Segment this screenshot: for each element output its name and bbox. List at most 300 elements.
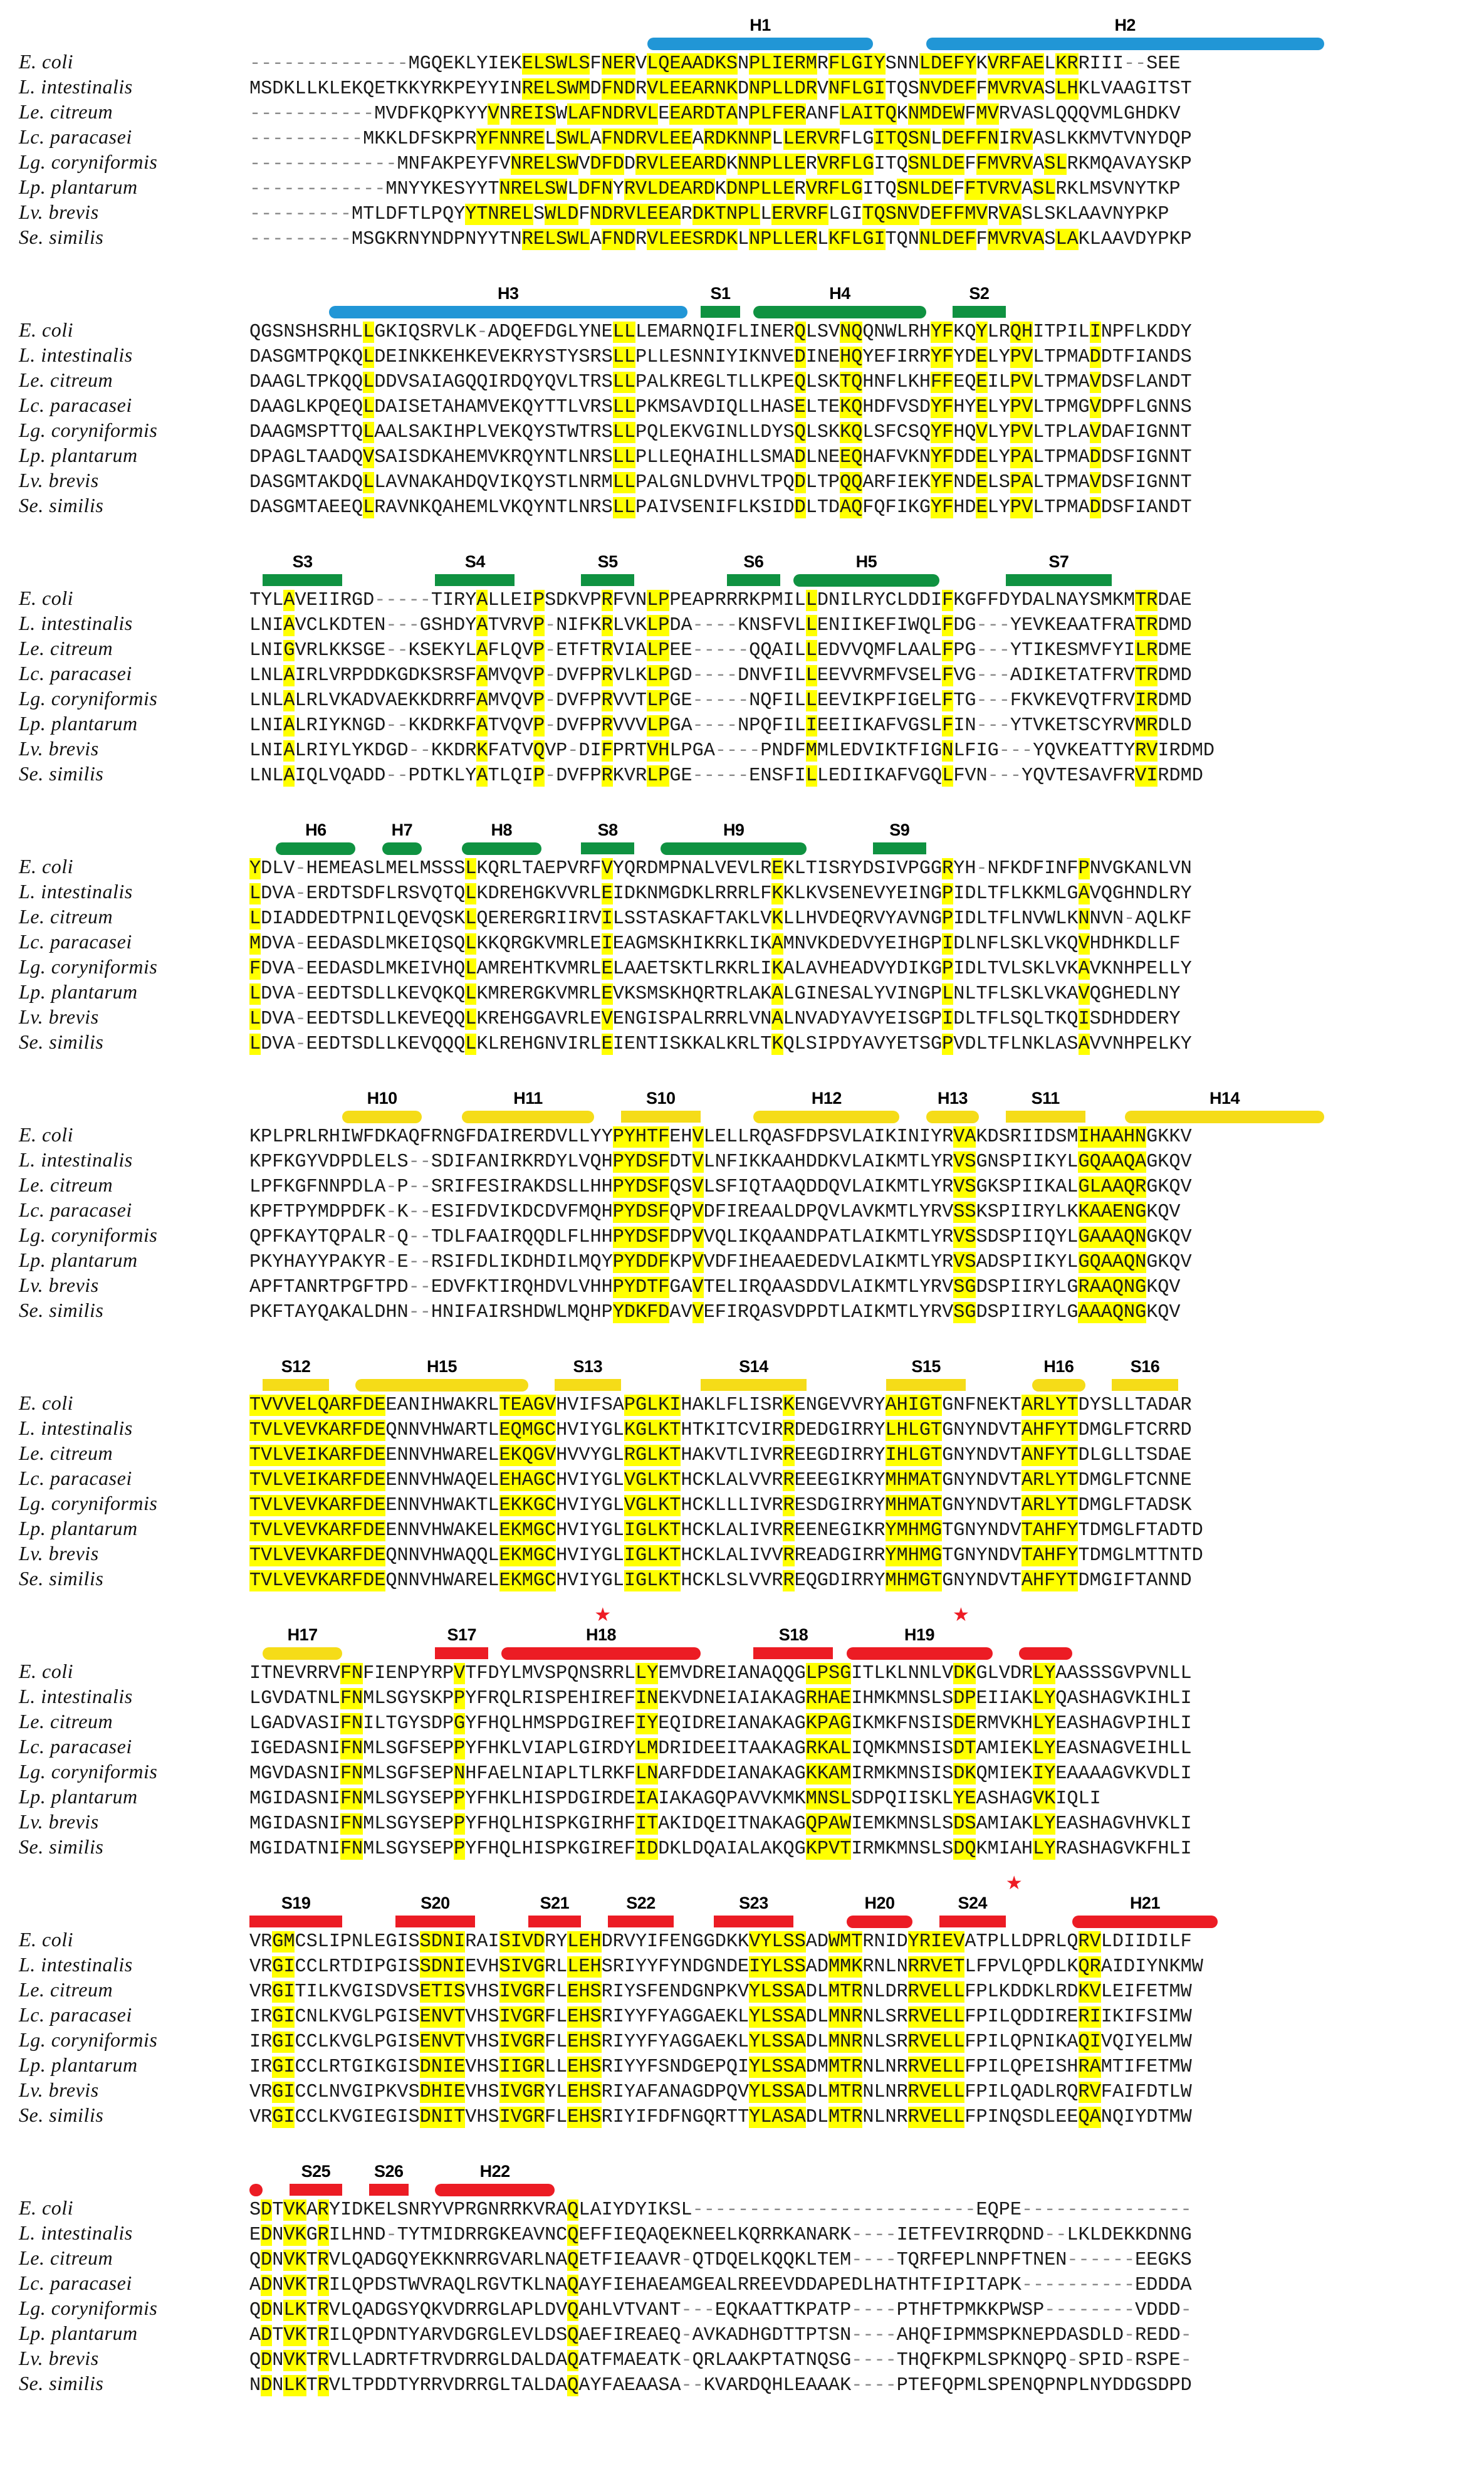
alignment-row bbox=[0, 1299, 1484, 1324]
catalytic-residue-star-icon: ★ bbox=[594, 1605, 612, 1625]
alignment-block bbox=[0, 1873, 1484, 2129]
sequence-text: -----------MVDFKQPKYYVNREISWLAFNDRVLEEARDTANPLFERANFLAITQKNMDEWFMVRVASLQQQVMLGHDKV bbox=[249, 103, 1181, 125]
strand-arrow-body bbox=[714, 1917, 783, 1926]
helix-element-H6 bbox=[276, 820, 355, 855]
sequence-text: PKFTAYQAKALDHN--HNIFAIRSHDWLMQHPYDKFDAVVEFIRQASVDPDTLAIKMTLYRVSGDSPIIRYLGAAAQNGKQV bbox=[249, 1302, 1181, 1323]
strand-element-S6 bbox=[727, 552, 780, 587]
structure-label: S13 bbox=[573, 1357, 603, 1376]
sequence-text: TYLAVEIIRGD-----TIRYALLEIPSDKVPRFVNLPPEAPRRRKPMILLDNILRYCLDDIFKGFFDYDALNAYSMKMTRDAE bbox=[249, 590, 1192, 611]
sequence-text: FDVA-EEDASDLMKEIVHQLAMREHTKVMRLELAAETSKTLRKRLIKALAVHEADVYDIKGPIDLTVLSKLVKAVKNHPELLY bbox=[249, 958, 1192, 980]
organism-name: Le. citreum bbox=[19, 100, 113, 123]
alignment-rows bbox=[0, 50, 1484, 251]
organism-name: Lc. paracasei bbox=[19, 930, 132, 953]
sequence-text: MGIDATNIFNMLSGYSEPPYFHQLHISPKGIREFIDDKLDQAIALAKQGKPVTIRMKMNSLSDQKMIAHLYRASHAGVKFHLI bbox=[249, 1838, 1192, 1860]
structure-label: H21 bbox=[1129, 1894, 1160, 1912]
strand-arrow-body bbox=[581, 844, 624, 852]
alignment-row bbox=[0, 2221, 1484, 2246]
strand-arrow-head bbox=[729, 306, 740, 317]
strand-arrow-head bbox=[1100, 574, 1112, 585]
strand-element-S19 bbox=[249, 1894, 342, 1928]
strand-arrow-body bbox=[249, 1917, 332, 1926]
helix-element-x5 bbox=[1019, 1632, 1072, 1660]
sequence-text: TVLVEVKARFDEENNVHWAKELEKMGCHVIYGLIGLKTHCKLALIVRREENEGIKRYMHMGTGNYNDVTAHFYTDMGLFTADTD bbox=[249, 1520, 1203, 1541]
sequence-text: VRGICCLKVGIEGISDNITVHSIVGRFLEHSRIYIFDFNGQRTTYLASADLMTRNLNRRVELLFPINQSDLEEQANQIYDTMW bbox=[249, 2107, 1192, 2128]
sequence-text: QDNVKTRVLQADGQYEKKNRRGVARLNAQETFIEAAVR-QTDQELKQQKLTEM----TQRFEPLNNPFTNEN------EEGKS bbox=[249, 2250, 1192, 2271]
structure-label: S1 bbox=[710, 284, 731, 303]
structure-label: S12 bbox=[281, 1357, 311, 1376]
sequence-text: -------------MNFAKPEYFVNRELSWVDFDDRVLEEARDKNNPLLERVRFLGITQSNLDEFFMVRVASLRKMQAVAYSKP bbox=[249, 154, 1192, 175]
organism-name: Lp. plantarum bbox=[19, 2053, 138, 2076]
strand-arrow-body bbox=[395, 1917, 464, 1926]
structure-label: S16 bbox=[1130, 1357, 1160, 1376]
alignment-row bbox=[0, 1417, 1484, 1442]
sequence-text: IRGICNLKVGLPGISENVTVHSIVGRFLEHSRIYYFYAGGAEKLYLSSADLMNRNLSRRVELLFPILQDDIRERIIKIFSIMW bbox=[249, 2006, 1192, 2028]
helix-bar bbox=[661, 842, 807, 855]
alignment-row bbox=[0, 1928, 1484, 1953]
sequence-text: LDVA-EEDTSDLLKEVEQQLKREHGGAVRLEVENGISPALRRRLVNALNVADYAVYEISGPIDLTFLSQLTKQISDHDDERY bbox=[249, 1009, 1181, 1030]
sequence-text: LPFKGFNNPDLA-P--SRIFESIRAKDSLLHHPYDSFQSVLSFIQTAAQDDQVLAIKMTLYRVSGKSPIIKALGLAAQRGKQV bbox=[249, 1177, 1192, 1198]
sequence-text: LDVA-ERDTSDFLRSVQTQLKDREHGKVVRLEIDKNMGDKLRRRLFKKLKVSENEVYEINGPIDLTFLKKMLGAVQGHNDLRY bbox=[249, 883, 1192, 904]
alignment-row bbox=[0, 1005, 1484, 1030]
helix-element-H22 bbox=[435, 2162, 555, 2196]
organism-name: Lv. brevis bbox=[19, 1005, 99, 1028]
alignment-row bbox=[0, 1567, 1484, 1592]
strand-arrow bbox=[435, 1647, 488, 1659]
organism-name: Lg. coryniformis bbox=[19, 2297, 158, 2319]
strand-arrow bbox=[369, 2184, 409, 2196]
alignment-rows bbox=[0, 587, 1484, 787]
sequence-text: TVLVEVKARFDEENNVHWAKTLEKKGCHVIYGLVGLKTHCKLLLIVRRESDGIRRYMHMATGNYNDVTARLYTDMGLFTADSK bbox=[249, 1495, 1192, 1516]
organism-name: Lv. brevis bbox=[19, 2347, 99, 2369]
strand-arrow-body bbox=[701, 308, 730, 316]
organism-name: E. coli bbox=[19, 1928, 74, 1951]
sequence-text: MDVA-EEDASDLMKEIQSQLKKQRGKVMRLEIEAGMSKHIKRKLIKAMNVKDEDVYEIHGPIDLNFLSKLVKQVHDHKDLLF bbox=[249, 933, 1181, 955]
alignment-row bbox=[0, 2372, 1484, 2397]
catalytic-residue-star-icon: ★ bbox=[1005, 1873, 1023, 1894]
secondary-structure-track bbox=[249, 11, 1478, 50]
sequence-text: TVLVEVKARFDEQNNVHWAQQLEKMGCHVIYGLIGLKTHCKLALIVVRREADGIRRYMHMGTGNYNDVTAHFYTDMGLMTTNTD bbox=[249, 1545, 1203, 1566]
strand-element-S5 bbox=[581, 552, 634, 587]
sequence-text: QDNLKTRVLQADGSYQKVDRRGLAPLDVQAHLVTVANT---EQKAATTKPATP----PTHFTPMKKPWSP--------VDDD- bbox=[249, 2300, 1192, 2321]
alignment-row bbox=[0, 2322, 1484, 2347]
strand-arrow bbox=[1006, 574, 1112, 586]
strand-arrow bbox=[1006, 1111, 1085, 1123]
strand-element-S9 bbox=[873, 820, 926, 855]
organism-name: Le. citreum bbox=[19, 2246, 113, 2269]
organism-name: Se. similis bbox=[19, 762, 104, 785]
strand-arrow-head bbox=[1074, 1111, 1085, 1122]
strand-element-S2 bbox=[953, 284, 1006, 318]
strand-element-S10 bbox=[621, 1089, 701, 1123]
organism-name: E. coli bbox=[19, 1392, 74, 1414]
organism-name: Lg. coryniformis bbox=[19, 2028, 158, 2051]
organism-name: Lv. brevis bbox=[19, 1274, 99, 1296]
structure-label: H7 bbox=[391, 820, 413, 839]
organism-name: Lp. plantarum bbox=[19, 712, 138, 735]
sequence-text: KPFTPYMDPDFK-K--ESIFDVIKDCDVFMQHPYDSFQPVDFIREAALDPQVLAVKMTLYRVSSKSPIIRYLKKAAENGKQV bbox=[249, 1202, 1181, 1223]
helix-bar bbox=[847, 1647, 993, 1660]
alignment-row bbox=[0, 1123, 1484, 1148]
alignment-row bbox=[0, 1392, 1484, 1417]
structure-label: S26 bbox=[374, 2162, 404, 2181]
alignment-row bbox=[0, 662, 1484, 687]
strand-arrow bbox=[953, 306, 1006, 318]
alignment-row bbox=[0, 2078, 1484, 2104]
alignment-row bbox=[0, 612, 1484, 637]
strand-arrow bbox=[701, 306, 741, 318]
alignment-row bbox=[0, 176, 1484, 201]
strand-arrow-head bbox=[769, 574, 780, 585]
alignment-row bbox=[0, 150, 1484, 176]
sequence-text: ------------MNYYKESYYTNRELSWLDFNYRVLDEARDKDNPLLERVRFLGITQSNLDEFFTVRVASLRKLMSVNYTKP bbox=[249, 179, 1181, 200]
helix-bar bbox=[1019, 1647, 1072, 1660]
organism-name: E. coli bbox=[19, 587, 74, 609]
structure-label: S14 bbox=[739, 1357, 768, 1376]
alignment-row bbox=[0, 394, 1484, 419]
strand-arrow-body bbox=[581, 576, 624, 584]
strand-element-S4 bbox=[435, 552, 515, 587]
alignment-row bbox=[0, 444, 1484, 469]
alignment-row bbox=[0, 880, 1484, 905]
structure-label: H6 bbox=[305, 820, 327, 839]
strand-arrow-head bbox=[954, 1379, 966, 1390]
helix-element-H20 bbox=[847, 1894, 913, 1928]
strand-arrow-body bbox=[435, 1649, 478, 1657]
sequence-text: IRGICCLRTGIKGISDNIEVHSIIGRLLEHSRIYYFSNDGEPQIYLSSADMMTRNLNRRVELLFPILQPEISHRAMTIFETMW bbox=[249, 2057, 1192, 2078]
alignment-row bbox=[0, 855, 1484, 880]
structure-label: H15 bbox=[426, 1357, 457, 1376]
organism-name: E. coli bbox=[19, 1660, 74, 1682]
helix-element-H12 bbox=[753, 1089, 899, 1123]
strand-arrow-body bbox=[555, 1381, 610, 1389]
helix-element-H16 bbox=[1032, 1357, 1085, 1392]
strand-arrow-head bbox=[795, 1379, 807, 1390]
structure-label: H1 bbox=[750, 16, 771, 34]
alignment-row bbox=[0, 201, 1484, 226]
sequence-text: ---------MTLDFTLPQYYTNRELSWLDFNDRVLEEARDKTNPLLERVRFLGITQSNVDEFFMVRVASLSKLAAVNYPKP bbox=[249, 204, 1169, 225]
organism-name: Le. citreum bbox=[19, 1442, 113, 1464]
sequence-text: ----------MKKLDFSKPRYFNNRELSWLAFNDRVLEEARDKNNPLLERVRFLGITQSNLDEFFNIRVASLKKMVTVNYDQP bbox=[249, 128, 1192, 150]
structure-label: S5 bbox=[597, 552, 618, 571]
strand-arrow-body bbox=[953, 308, 995, 316]
strand-arrow-head bbox=[1167, 1379, 1178, 1390]
organism-name: Lc. paracasei bbox=[19, 2003, 132, 2026]
helix-bar bbox=[355, 1379, 528, 1392]
strand-element-S20 bbox=[395, 1894, 475, 1928]
sequence-text: DASGMTPQKQLDEINKKEHKEVEKRYSTYSRSLLPLLESNNIYIKNVEDINEHQYEFIRRYFYDELYPVLTPMADDTFIANDS bbox=[249, 347, 1192, 368]
sequence-text: LDIADDEDTPNILQEVQSKLQERERGRIIRVILSSTASKAFTAKLVKLLHVDEQRVYAVNGPIDLTFLNVWLKNNVN-AQLKF bbox=[249, 908, 1192, 930]
organism-name: E. coli bbox=[19, 318, 74, 341]
sequence-text: QDNVKTRVLLADRTFTRVDRRGLDALDAQATFMAEATK-QRLAAKPTATNQSG----THQFKPMLSPKNQPQ-SPID-RSPE- bbox=[249, 2350, 1192, 2371]
strand-element-S12 bbox=[263, 1357, 329, 1392]
strand-arrow-body bbox=[263, 576, 332, 584]
helix-element-H1 bbox=[647, 16, 873, 50]
helix-bar bbox=[793, 574, 939, 587]
strand-arrow bbox=[263, 574, 342, 586]
strand-arrow-body bbox=[621, 1113, 690, 1121]
helix-element-H13 bbox=[926, 1089, 980, 1123]
organism-name: Le. citreum bbox=[19, 905, 113, 928]
strand-arrow-head bbox=[995, 1916, 1006, 1927]
strand-element-S13 bbox=[555, 1357, 621, 1392]
organism-name: Lp. plantarum bbox=[19, 2322, 138, 2344]
helix-bar bbox=[1125, 1111, 1324, 1123]
organism-name: L. intestinalis bbox=[19, 343, 133, 366]
alignment-row bbox=[0, 737, 1484, 762]
strand-arrow-head bbox=[623, 842, 634, 854]
alignment-row bbox=[0, 1735, 1484, 1760]
helix-element-H18 bbox=[501, 1625, 701, 1660]
alignment-row bbox=[0, 1467, 1484, 1492]
organism-name: E. coli bbox=[19, 855, 74, 878]
sequence-text: LNLAIQLVQADD--PDTKLYATLQIP-DVFPRKVRLPGE-----ENSFILLEDIIKAFVGQLFVN---YQVTESAVFRVIRDMD bbox=[249, 765, 1203, 787]
strand-arrow bbox=[608, 1916, 674, 1927]
organism-name: Lc. paracasei bbox=[19, 662, 132, 684]
alignment-row bbox=[0, 2003, 1484, 2028]
helix-element-H14 bbox=[1125, 1089, 1324, 1123]
strand-arrow bbox=[727, 574, 780, 586]
helix-element-H8 bbox=[462, 820, 541, 855]
secondary-structure-track bbox=[249, 2157, 1478, 2196]
strand-arrow-body bbox=[939, 1917, 995, 1926]
alignment-row bbox=[0, 687, 1484, 712]
secondary-structure-track bbox=[249, 816, 1478, 855]
organism-name: Lg. coryniformis bbox=[19, 1492, 158, 1514]
structure-label: H12 bbox=[811, 1089, 842, 1108]
organism-name: Lv. brevis bbox=[19, 1542, 99, 1565]
helix-bar bbox=[249, 2184, 263, 2196]
sequence-text: MGVDASNIFNMLSGFSEPNHFAELNIAPLTLRKFLNARFDDEIANAKAGKKAMIRMKMNSISDKQMIEKIYEAAAAGVKVDLI bbox=[249, 1763, 1192, 1785]
strand-element-S16 bbox=[1112, 1357, 1178, 1392]
organism-name: Lp. plantarum bbox=[19, 1249, 138, 1271]
alignment-row bbox=[0, 1249, 1484, 1274]
organism-name: Lv. brevis bbox=[19, 201, 99, 223]
strand-element-S24 bbox=[939, 1894, 1006, 1928]
secondary-structure-track bbox=[249, 1873, 1478, 1928]
strand-arrow-body bbox=[1006, 1113, 1075, 1121]
sequence-text: TVVVELQARFDEEANIHWAKRLTEAGVHVIFSAPGLKIHAKLFLISRKENGEVVRYAHIGTGNFNEKTARLYTDYSLLTADAR bbox=[249, 1395, 1192, 1416]
organism-name: Lc. paracasei bbox=[19, 1467, 132, 1489]
helix-element-H3 bbox=[329, 284, 687, 318]
sequence-text: MGIDASNIFNMLSGYSEPPYFHQLHISPKGIRHFITAKIDQEITNAKAGQPAWIEMKMNSLSDSAMIAKLYEASHAGVHVKLI bbox=[249, 1813, 1192, 1835]
alignment-block bbox=[0, 1605, 1484, 1860]
structure-label: S18 bbox=[778, 1625, 808, 1644]
strand-arrow-head bbox=[331, 574, 342, 585]
helix-bar bbox=[276, 842, 355, 855]
strand-element-S18 bbox=[753, 1625, 833, 1660]
strand-arrow bbox=[701, 1379, 807, 1391]
organism-name: L. intestinalis bbox=[19, 880, 133, 903]
alignment-block bbox=[0, 280, 1484, 519]
helix-bar bbox=[753, 306, 926, 318]
strand-arrow-body bbox=[1006, 576, 1101, 584]
structure-label: S19 bbox=[281, 1894, 311, 1912]
alignment-row bbox=[0, 980, 1484, 1005]
sequence-text: MGIDASNIFNMLSGYSEPPYFHKLHISPDGIRDEIAIAKAGQPAVVKMKMNSLSDPQIISKLYEASHAGVKIQLI bbox=[249, 1788, 1101, 1810]
helix-bar bbox=[926, 1111, 980, 1123]
alignment-row bbox=[0, 318, 1484, 343]
sequence-text: DASGMTAEEQLRAVNKQAHEMLVKQYNTLNRSLLPAIVSENIFLKSIDDLTDAQFQFIKGYFHDELYPVLTPMADDSFIANDT bbox=[249, 497, 1192, 518]
sequence-text: LGADVASIFNILTGYSDPGYFHQLHMSPDGIREFIYEQIDREIANAKAGKPAGIKMKFNSISDERMVKHLYEASHAGVPIHLI bbox=[249, 1713, 1192, 1734]
strand-arrow-head bbox=[318, 1379, 329, 1390]
strand-arrow bbox=[753, 1647, 833, 1659]
alignment-row bbox=[0, 762, 1484, 787]
helix-bar bbox=[462, 842, 541, 855]
secondary-structure-track bbox=[249, 280, 1478, 318]
sequence-text: ---------MSGKRNYNDPNYYTNRELSWLAFNDRVLEESRDKLNPLLERLKFLGITQNNLDEFFMVRVASLAKLAAVDYPKP bbox=[249, 229, 1192, 250]
strand-element-S23 bbox=[714, 1894, 793, 1928]
alignment-row bbox=[0, 905, 1484, 930]
structure-label: S24 bbox=[958, 1894, 988, 1912]
sequence-text: DAAGLKPQEQLDAISETAHAMVEKQYTTLVRSLLPKMSAVDIQLLHASELTEKQHDFVSDYFHYELYPVLTPMGVDPFLGNNS bbox=[249, 397, 1192, 418]
strand-arrow bbox=[528, 1916, 582, 1927]
alignment-row bbox=[0, 1517, 1484, 1542]
sequence-text: DAAGLTPKQQLDDVSAIAGQQIRDQYQVLTRSLLPALKREGLTLLKPEQLSKTQHNFLKHFFEQEILPVLTPMAVDSFLANDT bbox=[249, 372, 1192, 393]
structure-label: H16 bbox=[1043, 1357, 1074, 1376]
strand-element-S15 bbox=[886, 1357, 966, 1392]
strand-arrow-head bbox=[623, 574, 634, 585]
organism-name: Se. similis bbox=[19, 2104, 104, 2126]
sequence-text: TVLVEIKARFDEENNVHWAQELEHAGCHVIYGLVGLKTHCKLALVVRREEEGIKRYMHMATGNYNDVTARLYTDMGLFTCNNE bbox=[249, 1470, 1192, 1491]
organism-name: Lg. coryniformis bbox=[19, 1224, 158, 1246]
sequence-text: DPAGLTAADQVSAISDKAHEMVKRQYNTLNRSLLPLLEQHAIHLLSMADLNEEQHAFVKNYFDDELYPALTPMADDSFIGNNT bbox=[249, 447, 1192, 468]
helix-element-H10 bbox=[342, 1089, 422, 1123]
organism-name: Lv. brevis bbox=[19, 2078, 99, 2101]
alignment-row bbox=[0, 2272, 1484, 2297]
structure-label: S10 bbox=[645, 1089, 676, 1108]
organism-name: E. coli bbox=[19, 2196, 74, 2219]
alignment-row bbox=[0, 1224, 1484, 1249]
organism-name: Se. similis bbox=[19, 226, 104, 248]
organism-name: Lp. plantarum bbox=[19, 444, 138, 466]
helix-bar bbox=[435, 2184, 555, 2196]
strand-arrow-head bbox=[503, 574, 515, 585]
strand-arrow-body bbox=[263, 1381, 318, 1389]
strand-arrow-head bbox=[782, 1916, 793, 1927]
alignment-rows bbox=[0, 1928, 1484, 2129]
helix-bar bbox=[263, 1647, 342, 1660]
catalytic-residue-star-icon: ★ bbox=[953, 1605, 969, 1625]
strand-arrow bbox=[249, 1916, 342, 1927]
structure-label: H22 bbox=[479, 2162, 510, 2181]
alignment-block bbox=[0, 1353, 1484, 1592]
alignment-row bbox=[0, 75, 1484, 100]
organism-name: L. intestinalis bbox=[19, 1685, 133, 1707]
organism-name: E. coli bbox=[19, 1123, 74, 1146]
strand-arrow bbox=[263, 1379, 329, 1391]
helix-bar bbox=[501, 1647, 701, 1660]
strand-arrow-head bbox=[915, 842, 926, 854]
alignment-row bbox=[0, 1710, 1484, 1735]
organism-name: Lc. paracasei bbox=[19, 1198, 132, 1221]
sequence-text: ITNEVRRVFNFIENPYRPVTFDYLMVSPQNSRRLLYEMVDREIANAQQGLPSGITLKLNNLVDKGLVDRLYAASSSGVPVNLL bbox=[249, 1663, 1192, 1684]
organism-name: Se. similis bbox=[19, 1835, 104, 1858]
sequence-text: QGSNSHSRHLLGKIQSRVLK-ADQEFDGLYNELLLEMARNQIFLINERQLSVNQQNWLRHYFKQYLRQHITPILINPFLKDDY bbox=[249, 322, 1192, 343]
structure-label: H14 bbox=[1209, 1089, 1240, 1108]
organism-name: Le. citreum bbox=[19, 1710, 113, 1732]
strand-arrow-head bbox=[610, 1379, 621, 1390]
alignment-row bbox=[0, 2104, 1484, 2129]
secondary-structure-track bbox=[249, 1084, 1478, 1123]
sequence-text: LDVA-EEDTSDLLKEVQKQLKMRERGKVMRLEVKSMSKHQRTRLAKALGINESALYVINGPLNLTFLSKLVKAVQGHEDLNY bbox=[249, 983, 1181, 1005]
sequence-text: VRGICCLNVGIPKVSDHIEVHSIVGRYLEHSRIYAFANAGDPQVYLSSADLMTRNLNRRVELLFPILQADLRQRVFAIFDTLW bbox=[249, 2082, 1192, 2103]
structure-label: S11 bbox=[1031, 1089, 1060, 1108]
alignment-rows bbox=[0, 1392, 1484, 1592]
strand-arrow-head bbox=[477, 1647, 488, 1659]
strand-arrow-body bbox=[608, 1917, 664, 1926]
sequence-text: TVLVEVKARFDEQNNVHWARELEKMGCHVIYGLIGLKTHCKLSLVVRREQGDIRRYMHMGTGNYNDVTAHFYTDMGIFTANND bbox=[249, 1570, 1192, 1591]
alignment-row bbox=[0, 1274, 1484, 1299]
organism-name: Lp. plantarum bbox=[19, 176, 138, 198]
strand-arrow-head bbox=[464, 1916, 475, 1927]
strand-arrow-head bbox=[570, 1916, 581, 1927]
sequence-text: IGEDASNIFNMLSGFSEPPYFHKLVIAPLGIRDYLMDRIDEEITAAKAGRKALIQMKMNSISDTAMIEKLYEASNAGVEIHLL bbox=[249, 1738, 1192, 1759]
organism-name: Lc. paracasei bbox=[19, 1735, 132, 1758]
alignment-row bbox=[0, 1660, 1484, 1685]
structure-label: S21 bbox=[540, 1894, 570, 1912]
strand-arrow-head bbox=[331, 2184, 342, 2195]
alignment-rows bbox=[0, 2196, 1484, 2397]
organism-name: Le. citreum bbox=[19, 637, 113, 659]
alignment-row bbox=[0, 1978, 1484, 2003]
strand-arrow bbox=[581, 842, 634, 854]
secondary-structure-track bbox=[249, 1353, 1478, 1392]
structure-label: H18 bbox=[585, 1625, 616, 1644]
alignment-row bbox=[0, 226, 1484, 251]
strand-element-S7 bbox=[1006, 552, 1112, 587]
sequence-text: LDVA-EEDTSDLLKEVQQQLKLREHGNVIRLEIENTISKKALKRLTKQLSIPDYAVYETSGPVDLTFLNKLASAVVNHPELKY bbox=[249, 1034, 1192, 1055]
strand-arrow-body bbox=[528, 1917, 571, 1926]
strand-arrow-head bbox=[689, 1111, 701, 1122]
strand-arrow-head bbox=[662, 1916, 674, 1927]
structure-label: S15 bbox=[911, 1357, 941, 1376]
alignment-row bbox=[0, 1542, 1484, 1567]
organism-name: Lg. coryniformis bbox=[19, 687, 158, 710]
structure-label: H13 bbox=[937, 1089, 968, 1108]
helix-element-H11 bbox=[462, 1089, 595, 1123]
helix-bar bbox=[342, 1111, 422, 1123]
sequence-text: LNIGVRLKKSGE--KSEKYLAFLQVP-ETFTRVIALPEE-----QQAILLEDVVQMFLAALFPG---YTIKESMVFYILRDME bbox=[249, 640, 1192, 661]
organism-name: Lv. brevis bbox=[19, 737, 99, 760]
strand-arrow-body bbox=[727, 576, 770, 584]
helix-element-H5 bbox=[793, 552, 939, 587]
alignment-row bbox=[0, 955, 1484, 980]
strand-arrow-head bbox=[822, 1647, 833, 1659]
sequence-text: LNLALRLVKADVAEKKDRRFAMVQVP-DVFPRVVTLPGE-----NQFILLEEVIKPFIGELFTG---FKVKEVQTFRVIRDMD bbox=[249, 690, 1192, 711]
strand-element-S25 bbox=[290, 2162, 343, 2196]
sequence-text: KPFKGYVDPDLELS--SDIFANIRKRDYLVQHPYDSFDTVLNFIKKAAHDDKVLAIKMTLYRVSGNSPIIKYLGQAAQAGKQV bbox=[249, 1151, 1192, 1173]
alignment-row bbox=[0, 125, 1484, 150]
sequence-text: SDTVKARYIDKELSNRYVPRGNRRKVRAQLAIYDYIKSL-------------------------EQPE--------------- bbox=[249, 2199, 1192, 2221]
helix-bar bbox=[329, 306, 687, 318]
strand-arrow bbox=[939, 1916, 1006, 1927]
organism-name: L. intestinalis bbox=[19, 612, 133, 634]
helix-element-H19 bbox=[847, 1625, 993, 1660]
alignment-row bbox=[0, 2246, 1484, 2272]
strand-element-S22 bbox=[608, 1894, 674, 1928]
alignment-row bbox=[0, 2028, 1484, 2053]
helix-bar bbox=[1072, 1916, 1218, 1928]
structure-label: H8 bbox=[491, 820, 512, 839]
sequence-text: QPFKAYTQPALR-Q--TDLFAAIRQQDLFLHHPYDSFDPVVQLIKQAANDPATLAIKMTLYRVSSDSPIIQYLGAAAQNGKQV bbox=[249, 1227, 1192, 1248]
alignment-block bbox=[0, 1084, 1484, 1324]
organism-name: L. intestinalis bbox=[19, 1953, 133, 1976]
alignment-row bbox=[0, 100, 1484, 125]
alignment-row bbox=[0, 1760, 1484, 1785]
helix-bar bbox=[1032, 1379, 1085, 1392]
alignment-row bbox=[0, 369, 1484, 394]
structure-label: S4 bbox=[464, 552, 485, 571]
